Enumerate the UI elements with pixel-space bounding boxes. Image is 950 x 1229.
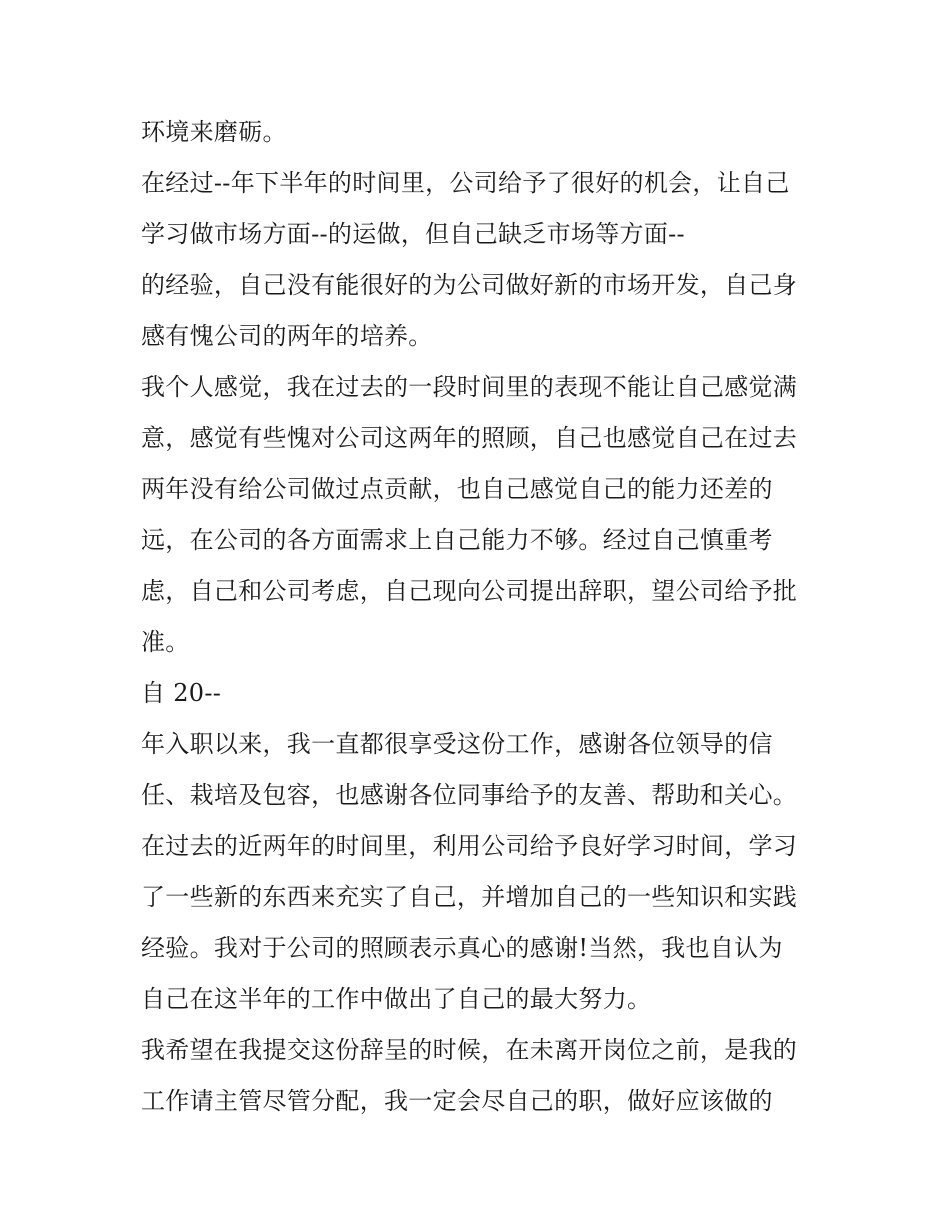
text-line: 在经过--年下半年的时间里，公司给予了很好的机会，让自己 <box>141 169 790 197</box>
text-line: 了一些新的东西来充实了自己，并增加自己的一些知识和实践 <box>141 883 798 911</box>
text-line: 任、栽培及包容，也感谢各位同事给予的友善、帮助和关心。 <box>141 781 798 809</box>
text-line: 在过去的近两年的时间里，利用公司给予良好学习时间，学习 <box>141 832 798 860</box>
text-line: 学习做市场方面--的运做，但自己缺乏市场等方面-- <box>141 220 685 248</box>
text-line: 准。 <box>141 628 190 656</box>
text-line: 我希望在我提交这份辞呈的时候，在未离开岗位之前，是我的 <box>141 1036 798 1064</box>
text-line: 两年没有给公司做过点贡献，也自己感觉自己的能力还差的 <box>141 475 773 503</box>
text-line: 环境来磨砺。 <box>141 118 287 146</box>
document-body <box>141 107 821 1127</box>
text-line: 虑，自己和公司考虑，自己现向公司提出辞职，望公司给予批 <box>141 577 798 605</box>
text-line: 远，在公司的各方面需求上自己能力不够。经过自己慎重考 <box>141 526 773 554</box>
text-line: 工作请主管尽管分配，我一定会尽自己的职，做好应该做的 <box>141 1087 773 1115</box>
text-line: 年入职以来，我一直都很享受这份工作，感谢各位领导的信 <box>141 730 773 758</box>
text-line: 自 20-- <box>141 679 222 707</box>
text-line: 的经验，自己没有能很好的为公司做好新的市场开发，自己身 <box>141 271 798 299</box>
text-line: 自己在这半年的工作中做出了自己的最大努力。 <box>141 985 652 1013</box>
text-line: 经验。我对于公司的照顾表示真心的感谢!当然，我也自认为 <box>141 934 783 962</box>
text-line: 意，感觉有些愧对公司这两年的照顾，自己也感觉自己在过去 <box>141 424 798 452</box>
text-line: 我个人感觉，我在过去的一段时间里的表现不能让自己感觉满 <box>141 373 798 401</box>
text-line: 感有愧公司的两年的培养。 <box>141 322 433 350</box>
